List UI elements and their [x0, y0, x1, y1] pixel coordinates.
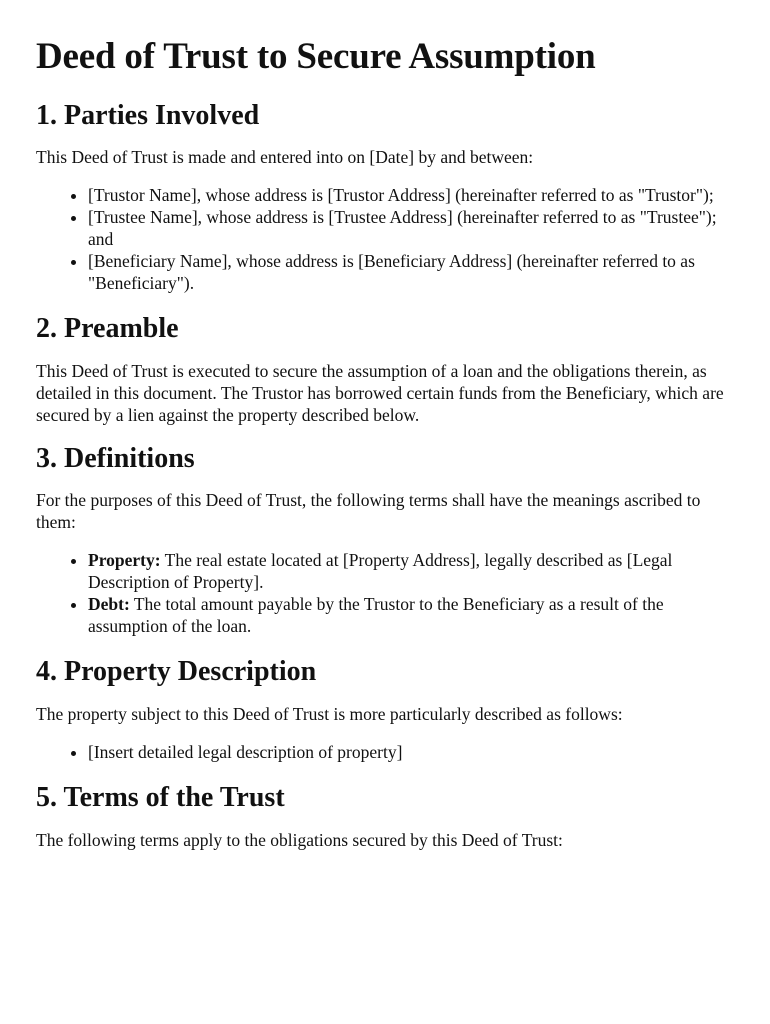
- section-terms-of-trust: [36, 781, 734, 851]
- section-heading: 4. Property Description: [36, 656, 317, 688]
- section-intro: The following terms apply to the obligations secured by this Deed of Trust:: [36, 829, 563, 850]
- definition-term: Property:: [88, 550, 161, 571]
- parties-list: [36, 184, 734, 294]
- list-item: • [Beneficiary Name], whose address is [Beneficiary Address] (hereinafter referred to as "Beneficiary").: [88, 250, 734, 294]
- section-heading: 5. Terms of the Trust: [36, 781, 285, 813]
- section-heading: 3. Definitions: [36, 442, 195, 474]
- document-title: Deed of Trust to Secure Assumption: [36, 36, 596, 77]
- definitions-list: [36, 549, 734, 637]
- section-body: This Deed of Trust is executed to secure the assumption of a loan and the obligations therein, as detailed in this document. The Trustor has borrowed certain funds from the Beneficiary, which are secured by a lien against the property described below.: [36, 360, 724, 425]
- definition-item: [88, 549, 734, 593]
- definition-text: The real estate located at [Property Address], legally described as [Legal Description of Property].: [88, 550, 673, 593]
- section-heading: 2. Preamble: [36, 313, 179, 345]
- section-heading: 1. Parties Involved: [36, 99, 260, 131]
- section-intro: The property subject to this Deed of Trust is more particularly described as follows:: [36, 703, 623, 724]
- property-list: [36, 741, 734, 763]
- section-parties-involved: [36, 99, 734, 295]
- definition-text: The total amount payable by the Trustor to the Beneficiary as a result of the assumption of the loan.: [88, 594, 664, 637]
- definition-item: [88, 593, 734, 637]
- list-item: • [Trustor Name], whose address is [Trustor Address] (hereinafter referred to as "Trustor");: [88, 184, 734, 206]
- section-property-description: [36, 655, 734, 763]
- list-item: • [Trustee Name], whose address is [Trustee Address] (hereinafter referred to as "Trustee"); and: [88, 206, 734, 250]
- section-intro: This Deed of Trust is made and entered into on [Date] by and between:: [36, 147, 534, 168]
- section-definitions: [36, 442, 734, 638]
- list-item: • [Insert detailed legal description of property]: [88, 741, 734, 763]
- section-intro: For the purposes of this Deed of Trust, the following terms shall have the meanings ascribed to them:: [36, 490, 701, 533]
- definition-term: Debt:: [88, 594, 130, 615]
- section-preamble: [36, 312, 734, 426]
